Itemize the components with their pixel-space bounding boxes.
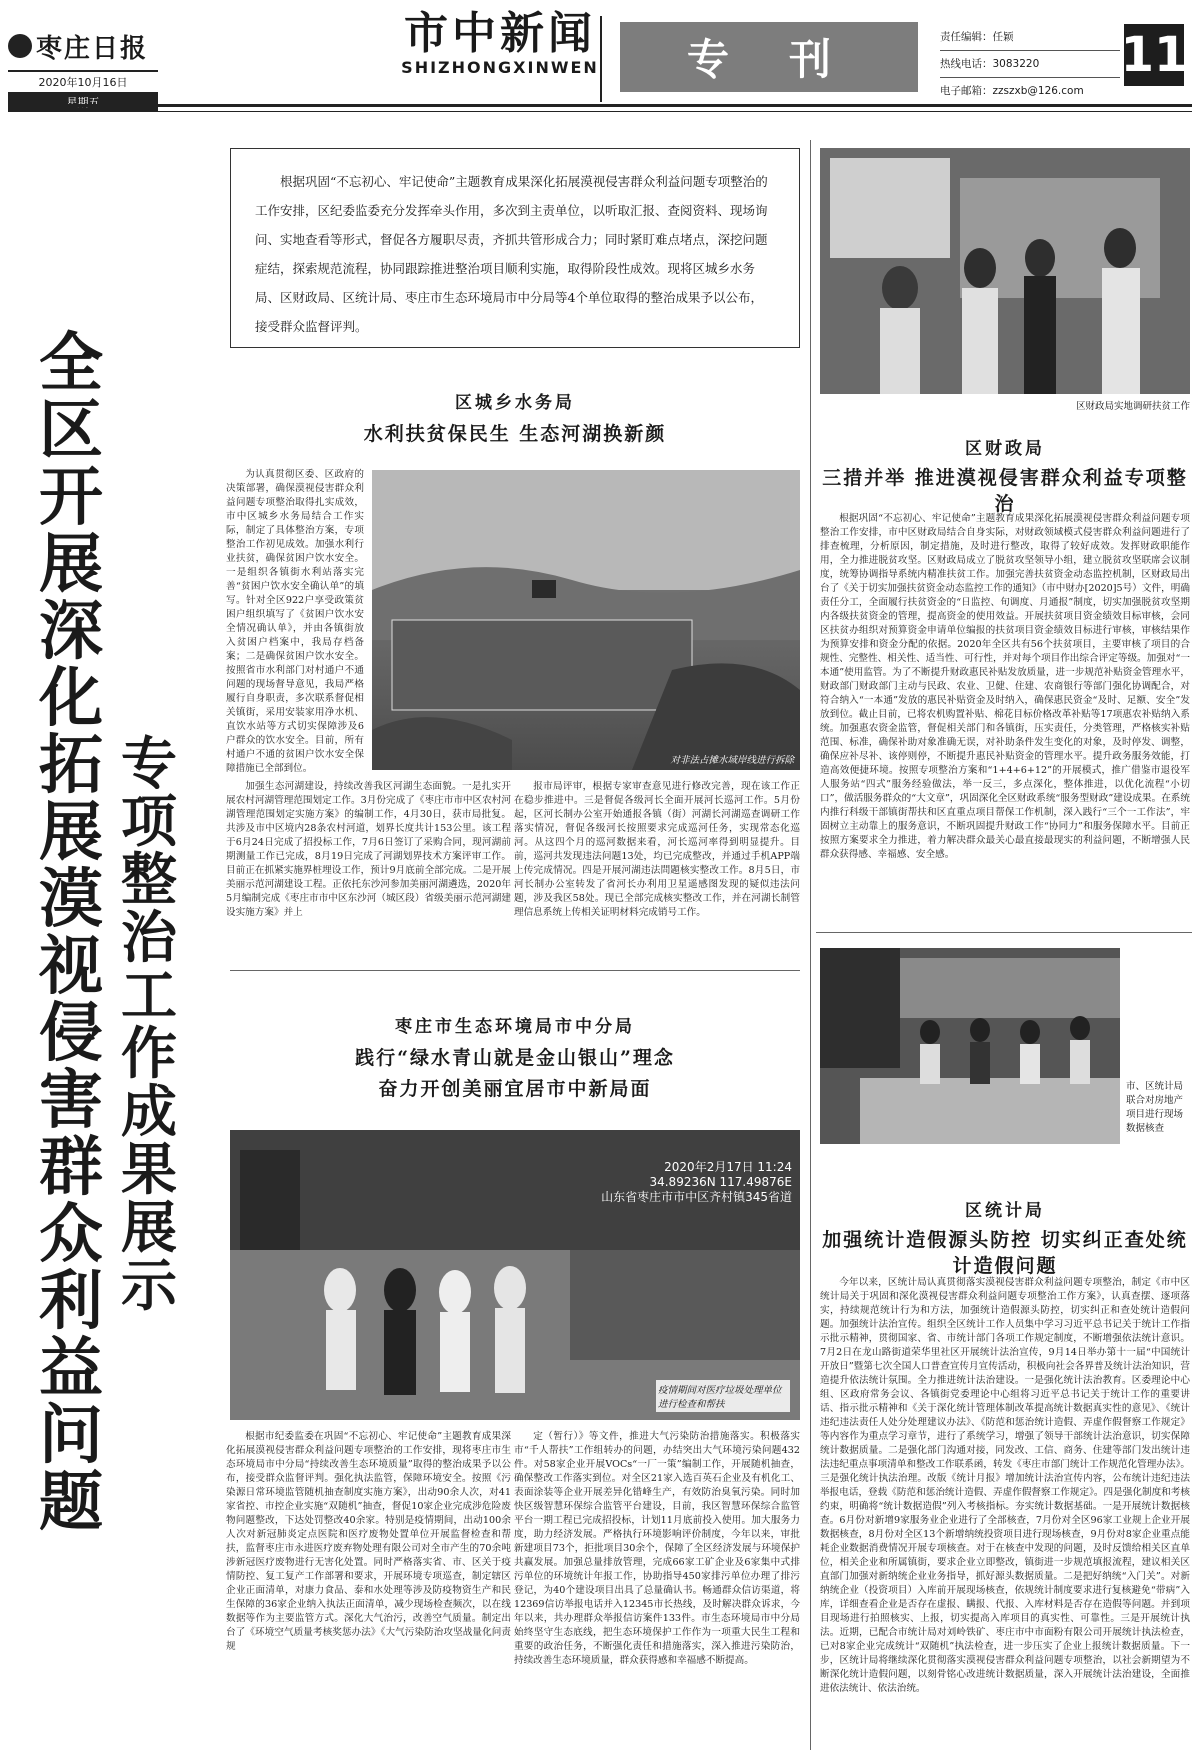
- header-rule: [8, 104, 1192, 112]
- stats-article-head: [820, 1196, 1190, 1279]
- finance-headline: 三措并举 推进漠视侵害群众利益专项整治: [822, 467, 1188, 515]
- sub-title: 专项整治工作成果展示: [121, 731, 177, 1319]
- header-divider: [600, 16, 602, 102]
- water-dept: 区城乡水务局: [455, 393, 575, 413]
- issue-weekday: 星期五: [8, 92, 158, 112]
- page-brand: [380, 10, 620, 80]
- water-photo: [372, 470, 800, 770]
- brand-pinyin: SHIZHONGXINWEN: [401, 58, 599, 77]
- water-headline: 水利扶贫保民生 生态河湖换新颜: [363, 423, 667, 445]
- eco-headline-2: 奋力开创美丽宜居市中新局面: [378, 1078, 652, 1100]
- stats-text: 今年以来，区统计局认真贯彻落实漠视侵害群众利益问题专项整治，制定《市中区统计局关于巩固和深化漠视侵害群众利益问题专项整治工作方案》，认真查摆、逐项落实，持续规范统计行为和方法，加强统计造假源头防控，切实纠正和查处统计造假问题。加强统计法治宣传。组织全区统计工作人员集中学习习近平总书记关于统计工作指示批示精神，贯彻国家、省、市统计部门各项工作规定制度，不断增强依法统计意识。7月2日在龙山路街道荣华里社区开展统计法治宣传，9月14日举办第十一届“中国统计开放日”暨第七次全国人口普查宣传月宣传活动，积极向社会各界普及统计法治知识，营造提升依法统计氛围。全力推进统计法治建设。一是强化统计法治教育。区委理论中心组、区政府常务会议、各镇街党委理论中心组将习近平总书记关于统计工作的重要讲话、指示批示精神和《关于深化统计管理体制改革提高统计数据真实性的意见》、《统计违纪违法责任人处分处理建议办法》、《防范和惩治统计造假、弄虚作假督察工作规定》等内容作为重点学习章节，进行了系统学习，增强了领导干部统计法治意识，切实保障统计数据质量。二是强化部门沟通对接，同发改、工信、商务、住建等部门发出统计违法违纪重点事项清单和整改工作联系函，转发《枣庄市部门统计工作规范化管理办法》。三是强化统计执法治理。改版《统计月报》增加统计法治宣传内容，公布统计违纪违法举报电话，登载《防范和惩治统计造假、弄虚作假督察工作规定》。四是强化制度和考核约束，明确将“统计数据造假”列入考核指标。夯实统计数据基础。一是开展统计数据核查。6月份对新增9家服务业企业进行了全部核查，7月份对全区96家工业规上企业开展数据核查，8月份对全区13个新增纳统投资项目进行现场核查，9月份对8家企业重点能耗企业数据消费情况开展专项核查。对于在核查中发现的问题，及时反馈给相关区直单位，相关企业和所属镇街，要求企业立即整改，镇街进一步规范填报流程，建议相关区直部门加强对新纳统企业业务指导，抓好源头数据质量。二是把好纳统“入门关”。对新纳统企业（投资项目）入库前开展现场核查，依规统计制度要求进行复核避免“带病”入库，详细查看企业是否存在虚报、瞒报、代报、入库材料是否存在造假等问题。并到项目现场进行拍照核实、上报，切实提高入库项目的真实性、可靠性。三是开展统计执法。近期，已配合市统计局对刘岭铁矿、枣庄市中市面粉有限公司开展统计执法检查，已对8家企业完成统计“双随机”执法检查，进一步压实了企业上报统计数据质量。下一步，区统计局将继续深化贯彻落实漠视侵害群众利益问题专项整治，以社会新期望为不断深化统计造假问题，以刻骨铭心改进统计数据质量，深入开展统计法治建设，全面推进依法统计、依法治统。: [820, 1277, 1190, 1694]
- editor-label: 责任编辑：任颖: [940, 24, 1120, 51]
- water-photo-scene: [372, 470, 800, 770]
- email-label: 电子邮箱：zzszxb@126.com: [940, 78, 1120, 105]
- newspaper-emblem-icon: [8, 34, 32, 58]
- brand-chinese: 市中新闻: [404, 8, 596, 59]
- main-title: 全区开展深化拓展漠视侵害群众利益问题: [39, 326, 103, 1540]
- finance-photo: [820, 148, 1190, 394]
- eco-text-col2: 定（暂行）》等文件，推进大气污染防治措施落实。积极落实市“千人帮扶”工作组转办的问题，办结突出大气环境污染问题432件。对58家企业开展VOCs“一厂一策”编制工作，开展随机抽查，确保整改工作落实到位。对全区21家入选百英石企业及有机化工、表面涂装等企业开展差异化错峰生产，有效防治臭氧污染。同时加快区级智慧环保综合监管平台建设，目前，我区智慧环保综合监管平台一期工程已完成招投标，计划11月底前投入使用。加大服务力度，助力经济发展。严格执行环境影响评价制度，今年以来，审批新建项目73个，拒批项目30余个，保障了全区经济发展与环境保护共赢发展。加强总量排放管理，完成66家工矿企业及6家集中式排污单位的环境统计年报工作，协助指导450家排污单位办理了排污登记，为40个建设项目出具了总量确认书。畅通群众信访渠道，将12369信访举报电话并入12345市长热线，及时解决群众诉求，今年以来，共办理群众举报信访案件133件。市生态环境局市中分局始终坚守生态底线，把生态环境保护工作作为一项重大民生工程和重要的政治任务，不断强化责任和措施落实，深入推进污染防治，持续改善生态环境质量，群众获得感和幸福感不断提高。: [514, 1431, 800, 1666]
- stats-dept: 区统计局: [965, 1201, 1045, 1221]
- issue-date: 2020年10月16日: [8, 70, 158, 92]
- section-label: 专刊: [620, 22, 918, 92]
- eco-photo-location: 山东省枣庄市市中区齐村镇345省道: [601, 1190, 792, 1204]
- water-text-col2: 加强生态河湖建设，持续改善我区河湖生态面貌。一是扎实开展农村河湖管理范围划定工作。3月份完成了《枣庄市市中区农村河湖管理范围划定实施方案》的编制工作，4月30日，获市局批复。共涉及市中区境内28条农村河道，划界长度共计153公里。该工程于6月24日完成了招投标工作，7月6日签订了采购合同，现河湖前期测量工作已完成，8月19日完成了河湖划界技术方案评审工作。目前正在抓紧实施界桩埋设工作，预计9月底前全部完成。二是开展美丽示范河湖建设工程。正依托东沙河参加美丽河湖遴选，2020年5月编制完成《枣庄市市中区东沙河（城区段）省级美丽示范河湖建设实施方案》并上: [226, 781, 511, 918]
- intro-box: 根据巩固“不忘初心、牢记使命”主题教育成果深化拓展漠视侵害群众利益问题专项整治的工作安排，区纪委监委充分发挥牵头作用，多次到主责单位，以听取汇报、查阅资料、现场询问、实地查看等形式，督促各方履职尽责，齐抓共管形成合力；同时紧盯难点堵点，深挖问题症结，探索规范流程，协同跟踪推进整治项目顺利实施，取得阶段性成效。现将区城乡水务局、区财政局、区统计局、枣庄市生态环境局市中分局等4个单位取得的整治成果予以公布，接受群众监督评判。: [230, 148, 800, 348]
- stats-photo-scene: [820, 948, 1120, 1144]
- finance-dept: 区财政局: [965, 439, 1045, 459]
- eco-photo-coords: 34.89236N 117.49876E: [649, 1175, 792, 1189]
- stats-separator: [816, 932, 1192, 933]
- stats-headline: 加强统计造假源头防控 切实纠正查处统计造假问题: [822, 1229, 1188, 1277]
- water-photo-caption: 对非法占摊水域岸线进行拆除: [670, 755, 794, 766]
- newspaper-name: 枣庄日报: [36, 33, 149, 64]
- water-article-head: [230, 388, 800, 446]
- eco-article-head: [230, 1012, 800, 1101]
- water-text-col1: 为认真贯彻区委、区政府的决策部署，确保漠视侵害群众利益问题专项整治取得扎实成效，市中区城乡水务局结合工作实际，制定了具体整治方案，专项整治工作初见成效。加强水利行业扶贫，确保贫困户饮水安全。一是组织各镇街水利站落实完善“贫困户饮水安全确认单”的填写。针对全区922户享受政策贫困户组织填写了《贫困户饮水安全情况确认单》，并由各镇街放入贫困户档案中，我局存档备案；二是确保贫困户饮水安全。按照省市水利部门对村通户不通问题的现场督导意见，我局严格履行自身职责，多次联系督促相关镇街，采用安装家用净水机、直饮水站等方式切实保障涉及6户群众的饮水安全。目前，所有村通户不通的贫困户饮水安全保障措施已全部到位。: [226, 469, 364, 774]
- eco-headline-1: 践行“绿水青山就是金山银山”理念: [355, 1047, 675, 1069]
- eco-separator: [230, 970, 800, 971]
- editor-info: [940, 24, 1120, 105]
- stats-photo-caption: 市、区统计局联合对房地产项目进行现场数据核查: [1126, 1081, 1184, 1134]
- finance-photo-scene: [820, 148, 1190, 394]
- eco-text-col1: 根据市纪委监委在巩固“不忘初心、牢记使命”主题教育成果深化拓展漠视侵害群众利益问题专项整治的工作安排，现将枣庄市生态环境局市中分局“持续改善生态环境质量”取得的整治成果予以公布，接受群众监督评判。强化执法监管，保障环境安全。按照《污染源日常环境监管随机抽查制度实施方案》，出动90余人次，对41家省控、市控企业实施“双随机”抽查，督促10家企业完成涉危险废物问题整改，下达处罚整改40余家。特别是疫情期间，出动100余人次对新冠肺炎定点医院和医疗废物处置单位开展监督检查和帮扶，监督枣庄市永进医疗废弃物处理有限公司对全市产生的70余吨涉新冠医疗废物进行无害化处置。同时严格落实省、市、区关于疫情防控、复工复产工作部署和要求，开展环境专项巡查，制定辖区企业正面清单，对康力食品、泰和水处理等涉及防疫物资生产和民生保障的36家企业纳入执法正面清单，减少现场检查频次，以在线数据等作为主要监管方式。深化大气治污，改善空气质量。制定出台了《环境空气质量考核奖惩办法》《大气污染防治攻坚战量化问责规: [226, 1431, 511, 1652]
- eco-photo-time: 2020年2月17日 11:24: [664, 1160, 792, 1174]
- eco-dept: 枣庄市生态环境局市中分局: [395, 1017, 635, 1037]
- finance-text: 根据巩固“不忘初心、牢记使命”主题教育成果深化拓展漠视侵害群众利益问题专项整治工作安排，市中区财政局结合自身实际，对财政领域模式侵害群众利益问题进行了排查梳理，分析原因，制定措施，及时进行整改，取得了较好成效。发挥财政职能作用，全力推进脱贫攻坚。区财政局成立了脱贫攻坚领导小组，建立脱贫攻坚联席会议制度，统筹协调指导系统内精准扶贫工作。加强完善扶贫资金动态监控机制，区财政局出台了《关于切实加强扶贫资金动态监控工作的通知》（市中财办[2020]5号）文件，明确责任分工，全面履行扶贫资金的“日监控、旬调度、月通报”制度，切实加强脱贫攻坚期内各级扶贫资金的管理，提高资金的使用效益。开展扶贫项目资金绩效目标审核，会同区扶贫办组织对预算资金申请单位编报的扶贫项目资金绩效目标进行审核，审核结果作为预算安排和资金分配的依据。2020年全区共有56个扶贫项目，主要审核了项目的合规性、完整性、相关性、适当性、可行性，并对每个项目作出综合评定等级。加强对“一本通”使用监管。为了不断提升财政惠民补贴发放质量，进一步规范补贴资金管理水平，财政部门财政部门主动与民政、农业、卫健、住建、农商银行等部门强化协调配合，对符合纳入“一本通”发放的惠民补贴资金及时纳入，确保惠民资金“及时、足额、安全”发放到位。截止目前，已将农机购置补贴、棉花目标价格改革补贴等17项惠农补贴纳入系统。加强惠农资金监管，督促相关部门和各镇街，压实责任，分类管理，严格核实补贴范围、标准，确保补助对象准确无误，对补助条件发生变化的对象，及时停发、调整，确保应补尽补、该停则停，不断提升惠民补贴资金的管理水平。提升政务服务效能，打造高效便捷环境。按照专项整治方案和“1+4+6+12”的开展模式，推广借鉴市退役军人服务站“四式”服务经验做法，举一反三，多点深化，整体推进，以优化流程“小切口”，做活服务群众的“大文章”，巩固深化全区财政系统“服务型财政”建设成果。在系统内推行科级干部镇街帮扶和区直重点项目帮保工作机制，深入践行“三个一工作法”，牢固树立主动靠上的服务意识，不断巩固提升财政工作“协同力”和服务保障水平。目前正按照方案要求全力推进，着力解决群众最关心最直接最现实的利益问题，不断增强人民群众获得感、幸福感、安全感。: [820, 513, 1190, 860]
- eco-photo-stamp: [601, 1160, 792, 1205]
- newspaper-logo: [8, 24, 158, 68]
- page-number: 11: [1124, 24, 1184, 86]
- finance-article-head: [820, 434, 1190, 517]
- eco-photo: [230, 1130, 800, 1420]
- stats-photo: [820, 948, 1120, 1144]
- water-text-col3: 报市局评审，根据专家审查意见进行修改完善，现在该工作正在稳步推进中。三是督促各级河长全面开展河长巡河工作。5月份起，区河长制办公室开始通报各镇（街）河湖长河湖巡查调研工作落实情况，督促各级河长按照要求完成巡河任务，实现常态化巡河。从这四个月的巡河数据来看，河长巡河率得到明显提升。目前，巡河共发现违法问题13处，均已完成整改，并通过手机APP端上传完成情况。四是开展河湖违法問題核实整改工作。8月5日，市河长制办公室转发了省河长办利用卫星遥感图发现的疑似违法问题，涉及我区58处。现已全部完成核实整改工作，并在河湖长制管理信息系统上传相关证明材料完成销号工作。: [514, 781, 800, 918]
- eco-photo-caption: 疫情期间对医疗垃圾处理单位进行检查和帮扶: [656, 1380, 790, 1412]
- hotline-label: 热线电话：3083220: [940, 51, 1120, 78]
- column-separator: [810, 140, 811, 1750]
- finance-photo-caption: 区财政局实地调研扶贫工作: [1075, 401, 1190, 412]
